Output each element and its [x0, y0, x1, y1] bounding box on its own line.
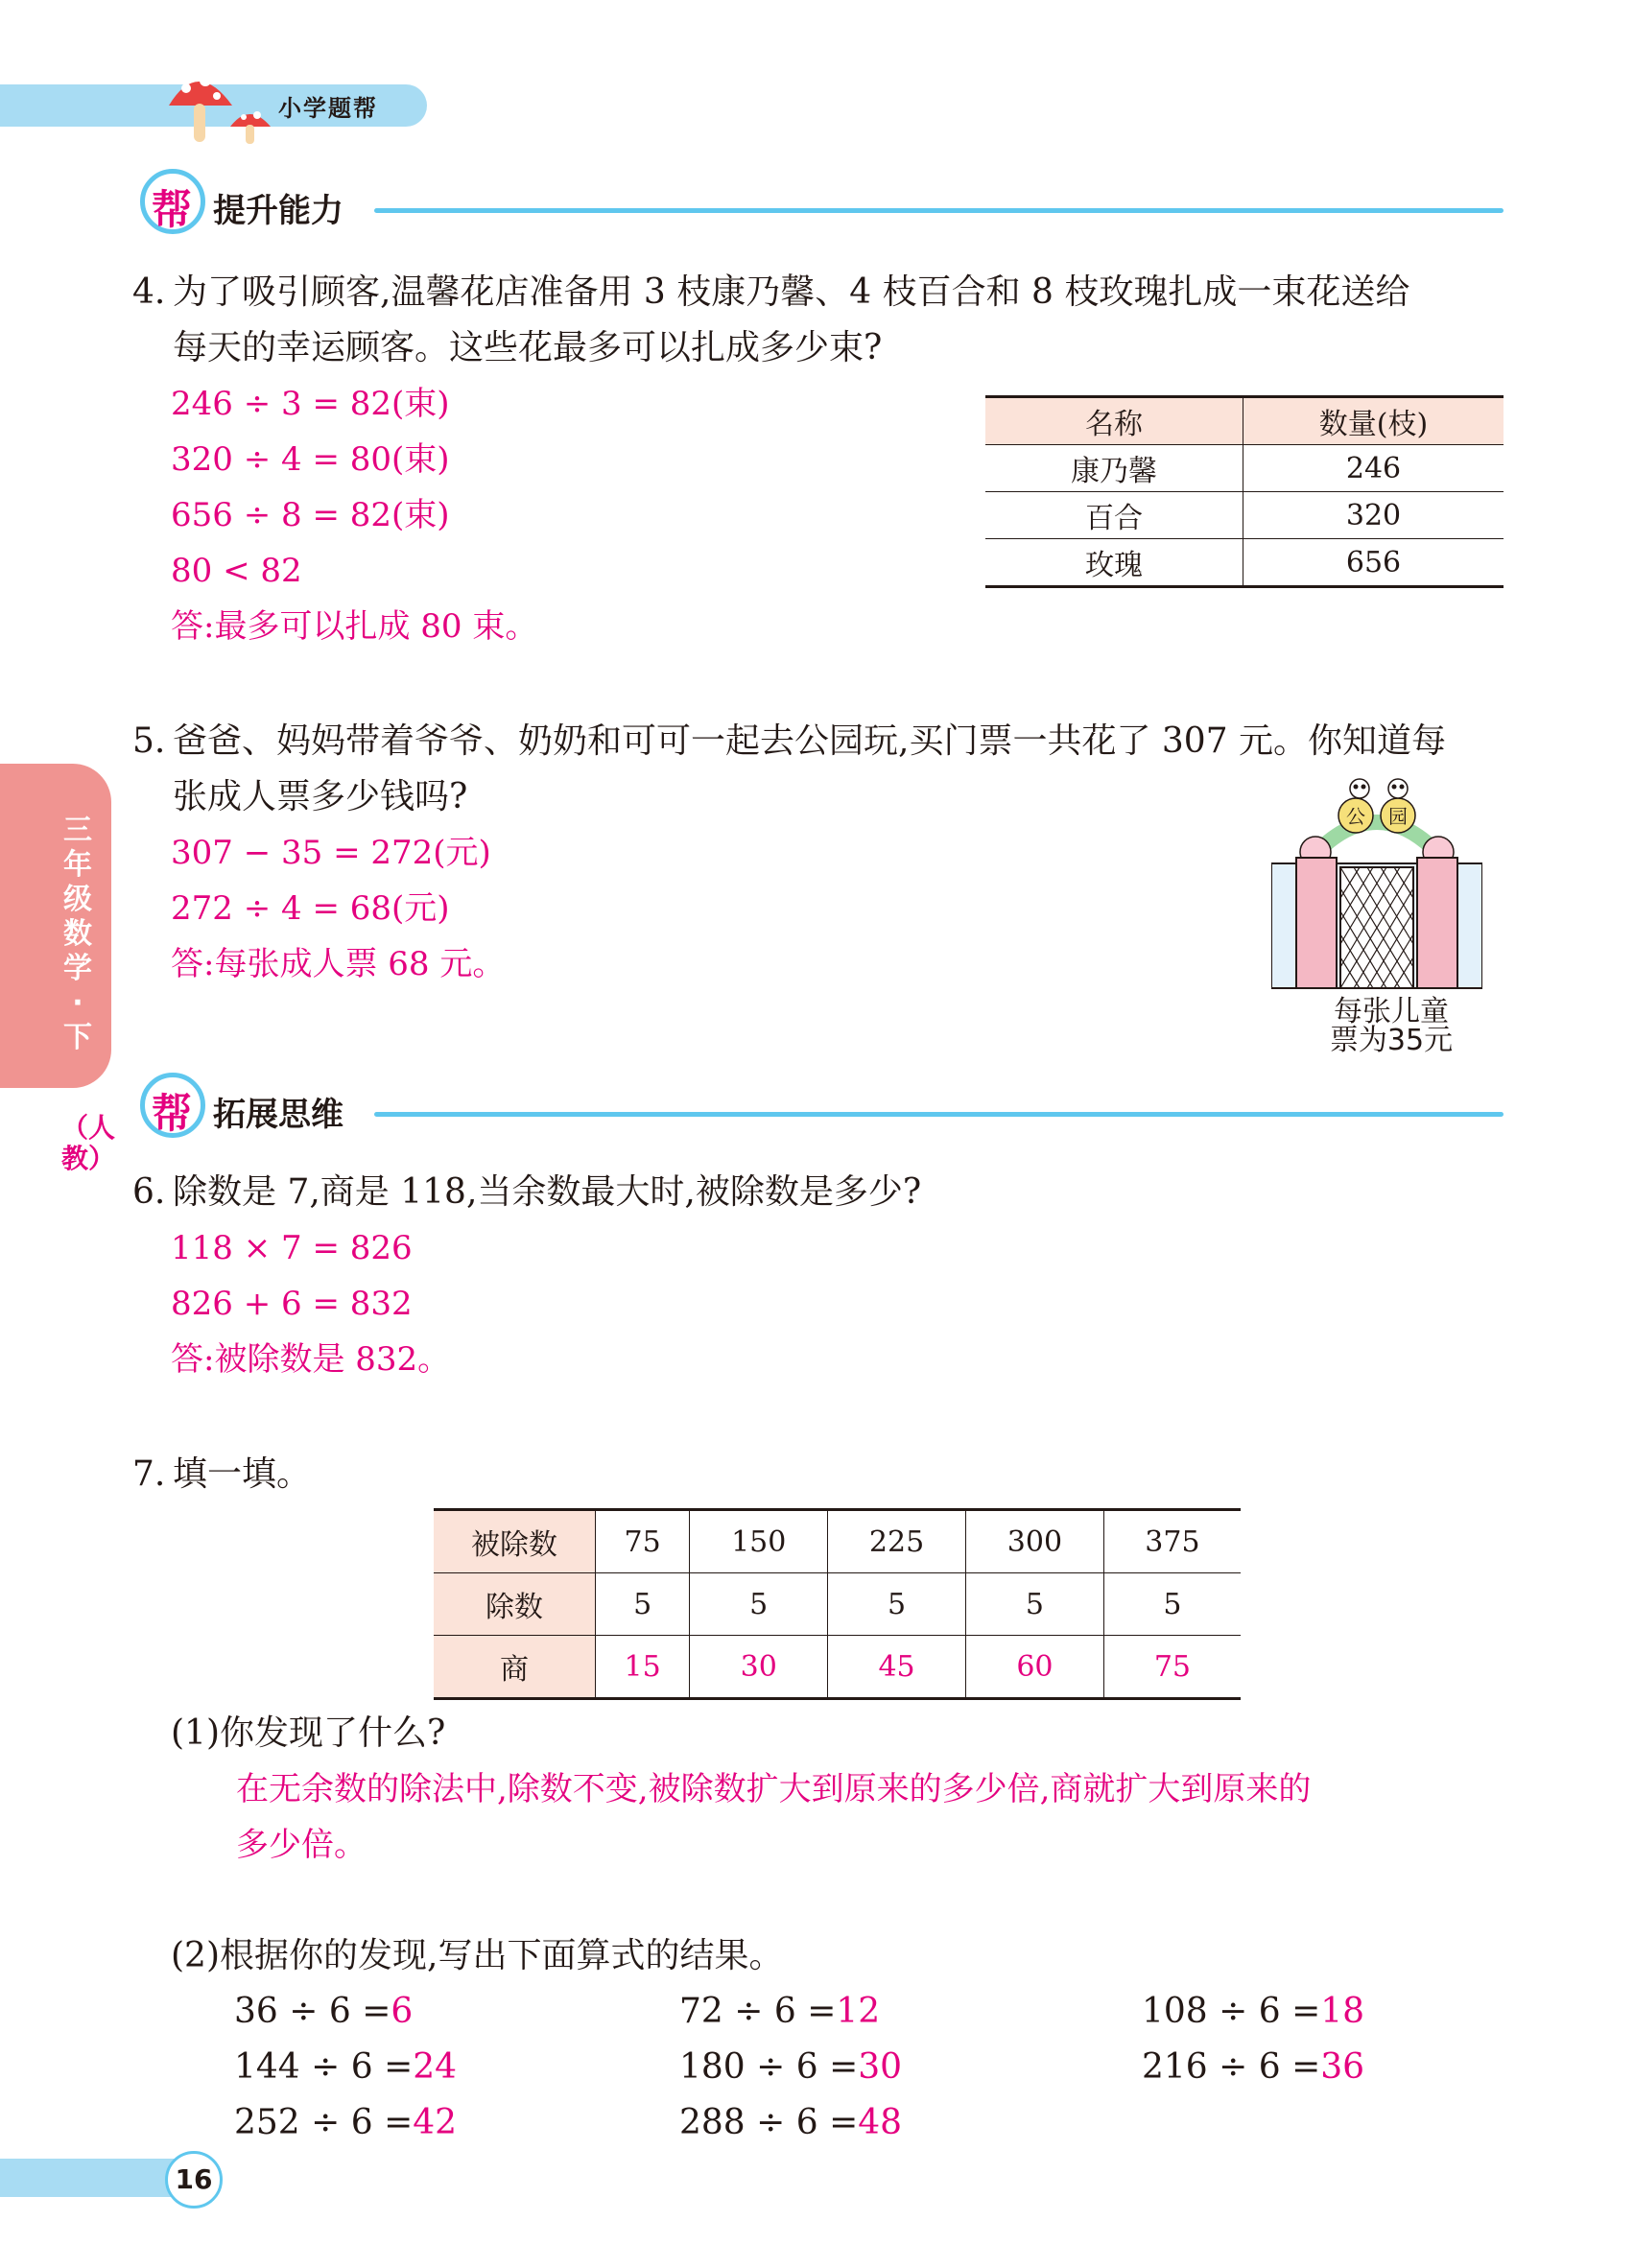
- table-header: 名称: [985, 397, 1243, 445]
- sub-question: (2)根据你的发现,写出下面算式的结果。: [171, 1936, 784, 1975]
- calc-item: [1142, 1984, 1364, 2040]
- calc-item: [234, 2040, 457, 2095]
- calc-answer: 30: [858, 2047, 903, 2087]
- table-row: [434, 1573, 1241, 1636]
- question-text: 爸爸、妈妈带着爷爷、奶奶和可可一起去公园玩,买门票一共花了 307 元。你知道每: [173, 721, 1447, 761]
- question-text: 为了吸引顾客,温馨花店准备用 3 枝康乃馨、4 枝百合和 8 枝玫瑰扎成一束花送给: [173, 272, 1410, 312]
- calc-expression: 36 ÷ 6 =: [234, 1992, 391, 2031]
- calc-expression: 288 ÷ 6 =: [679, 2103, 859, 2142]
- calc-expression: 144 ÷ 6 =: [234, 2047, 414, 2087]
- table-cell: 320: [1243, 492, 1504, 539]
- calc-answer: 18: [1320, 1992, 1365, 2031]
- question-text: 每天的幸运顾客。这些花最多可以扎成多少束?: [173, 328, 883, 367]
- table-cell: 150: [690, 1510, 828, 1573]
- section-badge-text: 帮: [152, 186, 193, 233]
- answer-line: 826 + 6 = 832: [171, 1285, 413, 1323]
- table-cell: 玫瑰: [985, 539, 1243, 587]
- table-row-label: 被除数: [434, 1510, 596, 1573]
- question-number: 7.: [132, 1454, 166, 1494]
- table-cell: 246: [1243, 445, 1504, 492]
- table-row: [434, 1636, 1241, 1699]
- calc-item: [1142, 2040, 1364, 2095]
- question-number: 4.: [132, 272, 166, 312]
- table-cell: 5: [1103, 1573, 1241, 1636]
- calc-item: [234, 2095, 457, 2151]
- ticket-price-caption: [1314, 995, 1468, 1057]
- division-table: [434, 1508, 1241, 1700]
- calc-expression: 108 ÷ 6 =: [1142, 1992, 1321, 2031]
- table-cell: 5: [596, 1573, 690, 1636]
- mushroom-icon: [163, 59, 288, 146]
- table-cell-answer: 75: [1103, 1636, 1241, 1699]
- table-cell: 百合: [985, 492, 1243, 539]
- answer-line: 118 × 7 = 826: [171, 1229, 413, 1267]
- table-row: [985, 445, 1504, 492]
- table-row-label: 除数: [434, 1573, 596, 1636]
- calc-item: [679, 2095, 902, 2151]
- answer-line: 307 − 35 = 272(元): [171, 834, 491, 872]
- calc-answer: 6: [391, 1992, 414, 2031]
- caption-line: 票为35元: [1329, 1024, 1454, 1057]
- brand-title: 小学题帮: [278, 95, 378, 122]
- section-title-improve: 提升能力: [213, 192, 343, 230]
- calc-answer: 36: [1320, 2047, 1365, 2087]
- table-cell: 康乃馨: [985, 445, 1243, 492]
- table-row-label: 商: [434, 1636, 596, 1699]
- answer-line: 656 ÷ 8 = 82(束): [171, 496, 450, 534]
- table-cell-answer: 15: [596, 1636, 690, 1699]
- answer-line: 答:被除数是 832。: [171, 1340, 451, 1379]
- question-number: 5.: [132, 721, 166, 761]
- calc-answer: 12: [836, 1992, 881, 2031]
- gate-sign-char: 园: [1388, 805, 1408, 828]
- side-tab-grade: 三年级数学·下: [63, 814, 92, 1054]
- calc-answer: 24: [413, 2047, 458, 2087]
- side-tab-edition: （人教）: [61, 1112, 116, 1174]
- table-cell: 225: [828, 1510, 966, 1573]
- section-badge-text: 帮: [152, 1090, 193, 1137]
- answer-line: 246 ÷ 3 = 82(束): [171, 385, 450, 423]
- gate-sign-char: 公: [1346, 805, 1365, 828]
- calc-item: [679, 2040, 902, 2095]
- table-row: [985, 492, 1504, 539]
- table-row: [985, 539, 1504, 587]
- section-divider: [374, 1112, 1504, 1117]
- caption-line: 每张儿童: [1334, 995, 1449, 1028]
- table-cell-answer: 30: [690, 1636, 828, 1699]
- sub-question: (1)你发现了什么?: [171, 1713, 446, 1753]
- calc-answer: 48: [858, 2103, 903, 2142]
- question-text: 填一填。: [173, 1454, 312, 1494]
- question-text: 张成人票多少钱吗?: [173, 777, 468, 816]
- table-cell-answer: 45: [828, 1636, 966, 1699]
- page-number: 16: [165, 2151, 223, 2209]
- table-cell: 75: [596, 1510, 690, 1573]
- section-divider: [374, 208, 1504, 213]
- answer-line: 多少倍。: [236, 1826, 367, 1864]
- answer-line: 80 < 82: [171, 552, 302, 590]
- answer-line: 答:最多可以扎成 80 束。: [171, 607, 538, 646]
- table-cell: 375: [1103, 1510, 1241, 1573]
- table-cell-answer: 60: [965, 1636, 1103, 1699]
- answer-line: 272 ÷ 4 = 68(元): [171, 889, 450, 928]
- question-text: 除数是 7,商是 118,当余数最大时,被除数是多少?: [173, 1172, 922, 1212]
- calc-expression: 72 ÷ 6 =: [679, 1992, 837, 2031]
- table-cell: 300: [965, 1510, 1103, 1573]
- section-title-expand: 拓展思维: [213, 1096, 343, 1134]
- calc-expression: 216 ÷ 6 =: [1142, 2047, 1321, 2087]
- calc-expression: 252 ÷ 6 =: [234, 2103, 414, 2142]
- answer-line: 在无余数的除法中,除数不变,被除数扩大到原来的多少倍,商就扩大到原来的: [236, 1770, 1312, 1808]
- table-cell: 5: [690, 1573, 828, 1636]
- calc-item: [679, 1984, 880, 2040]
- calc-expression: 180 ÷ 6 =: [679, 2047, 859, 2087]
- calc-answer: 42: [413, 2103, 458, 2142]
- table-row: [434, 1510, 1241, 1573]
- table-cell: 5: [828, 1573, 966, 1636]
- flower-table: [985, 395, 1504, 588]
- calc-item: [234, 1984, 413, 2040]
- table-cell: 656: [1243, 539, 1504, 587]
- table-header: 数量(枝): [1243, 397, 1504, 445]
- answer-line: 答:每张成人票 68 元。: [171, 945, 506, 983]
- answer-line: 320 ÷ 4 = 80(束): [171, 440, 450, 479]
- table-cell: 5: [965, 1573, 1103, 1636]
- side-tab: [0, 764, 111, 1088]
- question-number: 6.: [132, 1172, 166, 1212]
